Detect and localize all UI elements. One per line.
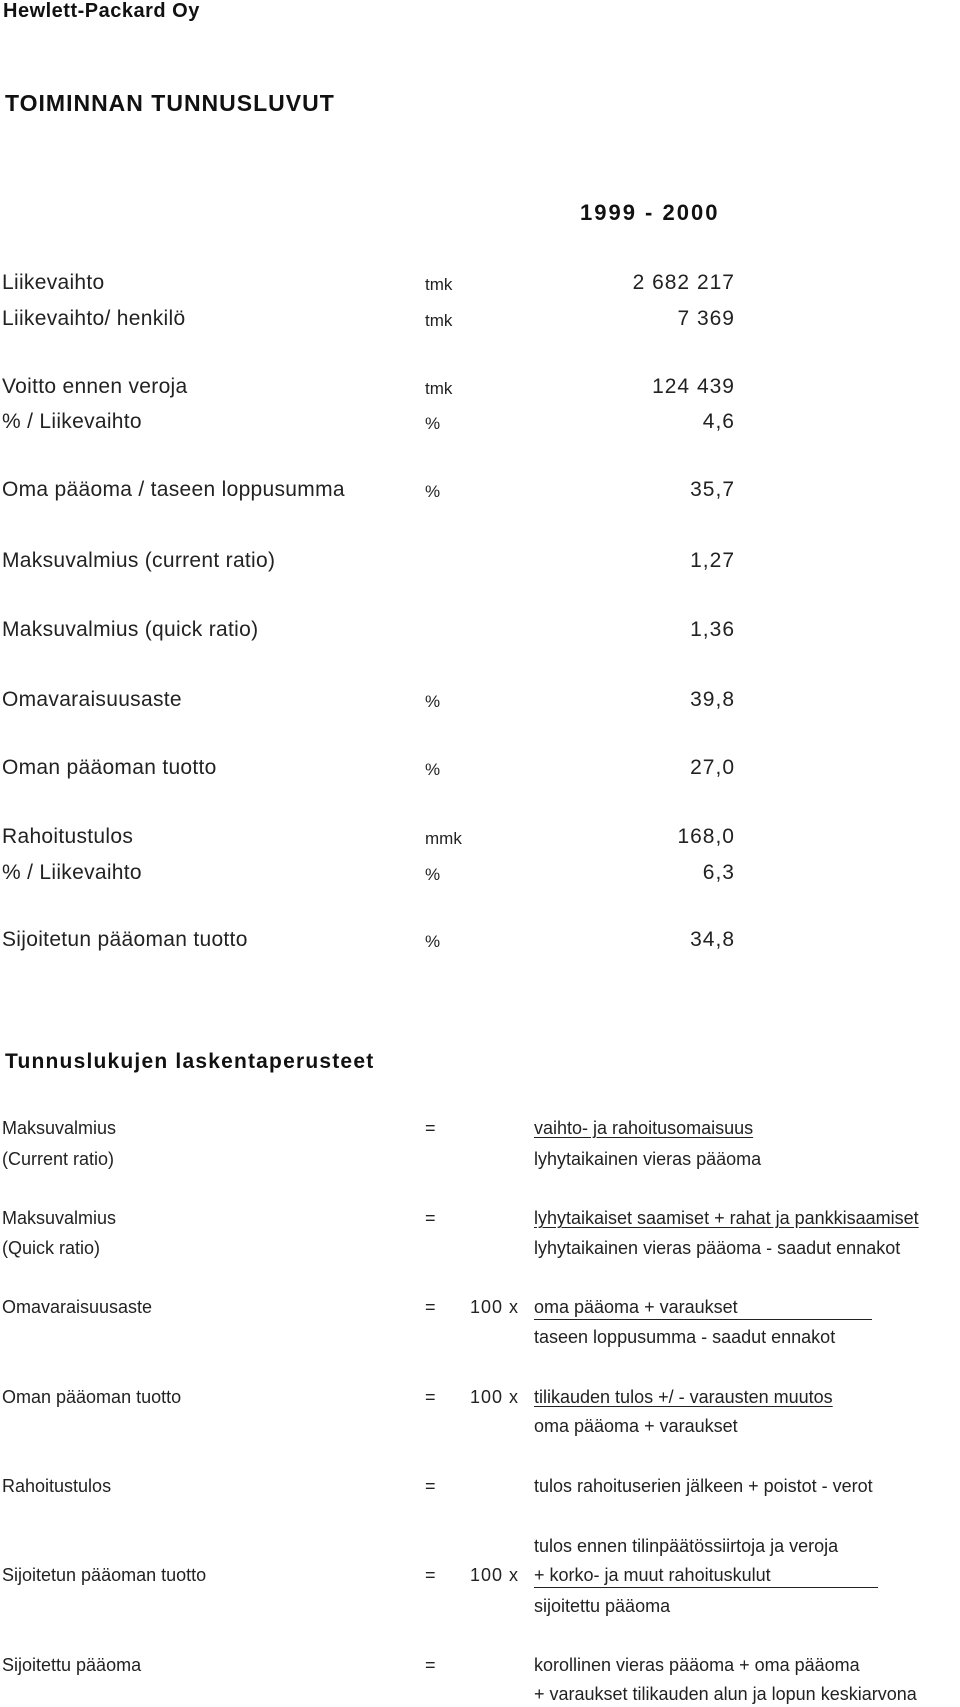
kpi-value: 1,27 <box>690 549 735 572</box>
kpi-value: 34,8 <box>690 928 735 951</box>
equals-sign: = <box>425 1208 436 1228</box>
kpi-label: Oma pääoma / taseen loppusumma <box>2 478 345 501</box>
kpi-value: 6,3 <box>702 861 735 884</box>
page-title: TOIMINNAN TUNNUSLUVUT <box>5 90 335 116</box>
kpi-value: 27,0 <box>690 756 735 779</box>
kpi-unit: % <box>425 932 441 951</box>
kpi-label: Maksuvalmius (quick ratio) <box>2 618 259 641</box>
kpi-label: Liikevaihto <box>2 271 105 294</box>
formula-denominator: lyhytaikainen vieras pääoma - saadut ennakot <box>534 1238 901 1258</box>
formula-definition: tulos rahoituserien jälkeen + poistot - verot <box>534 1476 873 1496</box>
fraction-line <box>534 1587 878 1588</box>
formula-sublabel: (Current ratio) <box>2 1149 115 1169</box>
kpi-unit: % <box>425 482 441 501</box>
formula-label: Maksuvalmius <box>2 1208 117 1228</box>
formula-numerator: tilikauden tulos +/ - varausten muutos <box>534 1387 833 1407</box>
equals-sign: = <box>425 1297 436 1317</box>
formula-multiplier: 100 x <box>470 1565 520 1585</box>
equals-sign: = <box>425 1565 436 1585</box>
kpi-label: Liikevaihto/ henkilö <box>2 307 186 330</box>
formula-definition: korollinen vieras pääoma + oma pääoma <box>534 1655 860 1675</box>
formula-definition: + varaukset tilikauden alun ja lopun keskiarvona <box>534 1684 917 1704</box>
formula-numerator: lyhytaikaiset saamiset + rahat ja pankkisaamiset <box>534 1208 919 1228</box>
kpi-label: % / Liikevaihto <box>2 861 142 884</box>
formula-denominator: sijoitettu pääoma <box>534 1596 671 1616</box>
company-name: Hewlett-Packard Oy <box>3 0 200 22</box>
kpi-unit: % <box>425 692 441 711</box>
kpi-value: 1,36 <box>690 618 735 641</box>
period-header: 1999 - 2000 <box>580 200 720 225</box>
section-heading: Tunnuslukujen laskentaperusteet <box>5 1050 375 1073</box>
formula-multiplier: 100 x <box>470 1297 520 1317</box>
formula-sublabel: (Quick ratio) <box>2 1238 101 1258</box>
kpi-unit: tmk <box>425 379 453 398</box>
kpi-label: Maksuvalmius (current ratio) <box>2 549 276 572</box>
kpi-unit: % <box>425 760 441 779</box>
kpi-value: 2 682 217 <box>632 271 735 294</box>
formula-numerator: vaihto- ja rahoitusomaisuus <box>534 1118 754 1138</box>
formula-denominator: lyhytaikainen vieras pääoma <box>534 1149 762 1169</box>
formula-label: Oman pääoman tuotto <box>2 1387 182 1407</box>
kpi-value: 39,8 <box>690 688 735 711</box>
kpi-label: % / Liikevaihto <box>2 410 142 433</box>
kpi-label: Omavaraisuusaste <box>2 688 182 711</box>
kpi-value: 7 369 <box>677 307 735 330</box>
kpi-unit: % <box>425 414 441 433</box>
formula-denominator: taseen loppusumma - saadut ennakot <box>534 1327 836 1347</box>
equals-sign: = <box>425 1387 436 1407</box>
kpi-label: Rahoitustulos <box>2 825 134 848</box>
kpi-unit: mmk <box>425 829 462 848</box>
formula-multiplier: 100 x <box>470 1387 520 1407</box>
formula-label: Sijoitetun pääoman tuotto <box>2 1565 207 1585</box>
kpi-label: Oman pääoman tuotto <box>2 756 217 779</box>
formula-label: Rahoitustulos <box>2 1476 112 1496</box>
fraction-line <box>534 1319 872 1320</box>
formula-numerator: oma pääoma + varaukset <box>534 1297 738 1317</box>
formula-numerator: + korko- ja muut rahoituskulut <box>534 1565 771 1585</box>
kpi-unit: % <box>425 865 441 884</box>
equals-sign: = <box>425 1118 436 1138</box>
kpi-value: 4,6 <box>702 410 735 433</box>
formula-denominator: oma pääoma + varaukset <box>534 1416 738 1436</box>
kpi-value: 124 439 <box>652 375 735 398</box>
equals-sign: = <box>425 1655 436 1675</box>
equals-sign: = <box>425 1476 436 1496</box>
kpi-unit: tmk <box>425 275 453 294</box>
formula-label: Sijoitettu pääoma <box>2 1655 142 1675</box>
kpi-value: 168,0 <box>677 825 735 848</box>
formula-label: Omavaraisuusaste <box>2 1297 153 1317</box>
formula-numerator: tulos ennen tilinpäätössiirtoja ja veroja <box>534 1536 839 1556</box>
kpi-value: 35,7 <box>690 478 735 501</box>
kpi-label: Sijoitetun pääoman tuotto <box>2 928 248 951</box>
kpi-label: Voitto ennen veroja <box>2 375 188 398</box>
formula-label: Maksuvalmius <box>2 1118 117 1138</box>
kpi-unit: tmk <box>425 311 453 330</box>
